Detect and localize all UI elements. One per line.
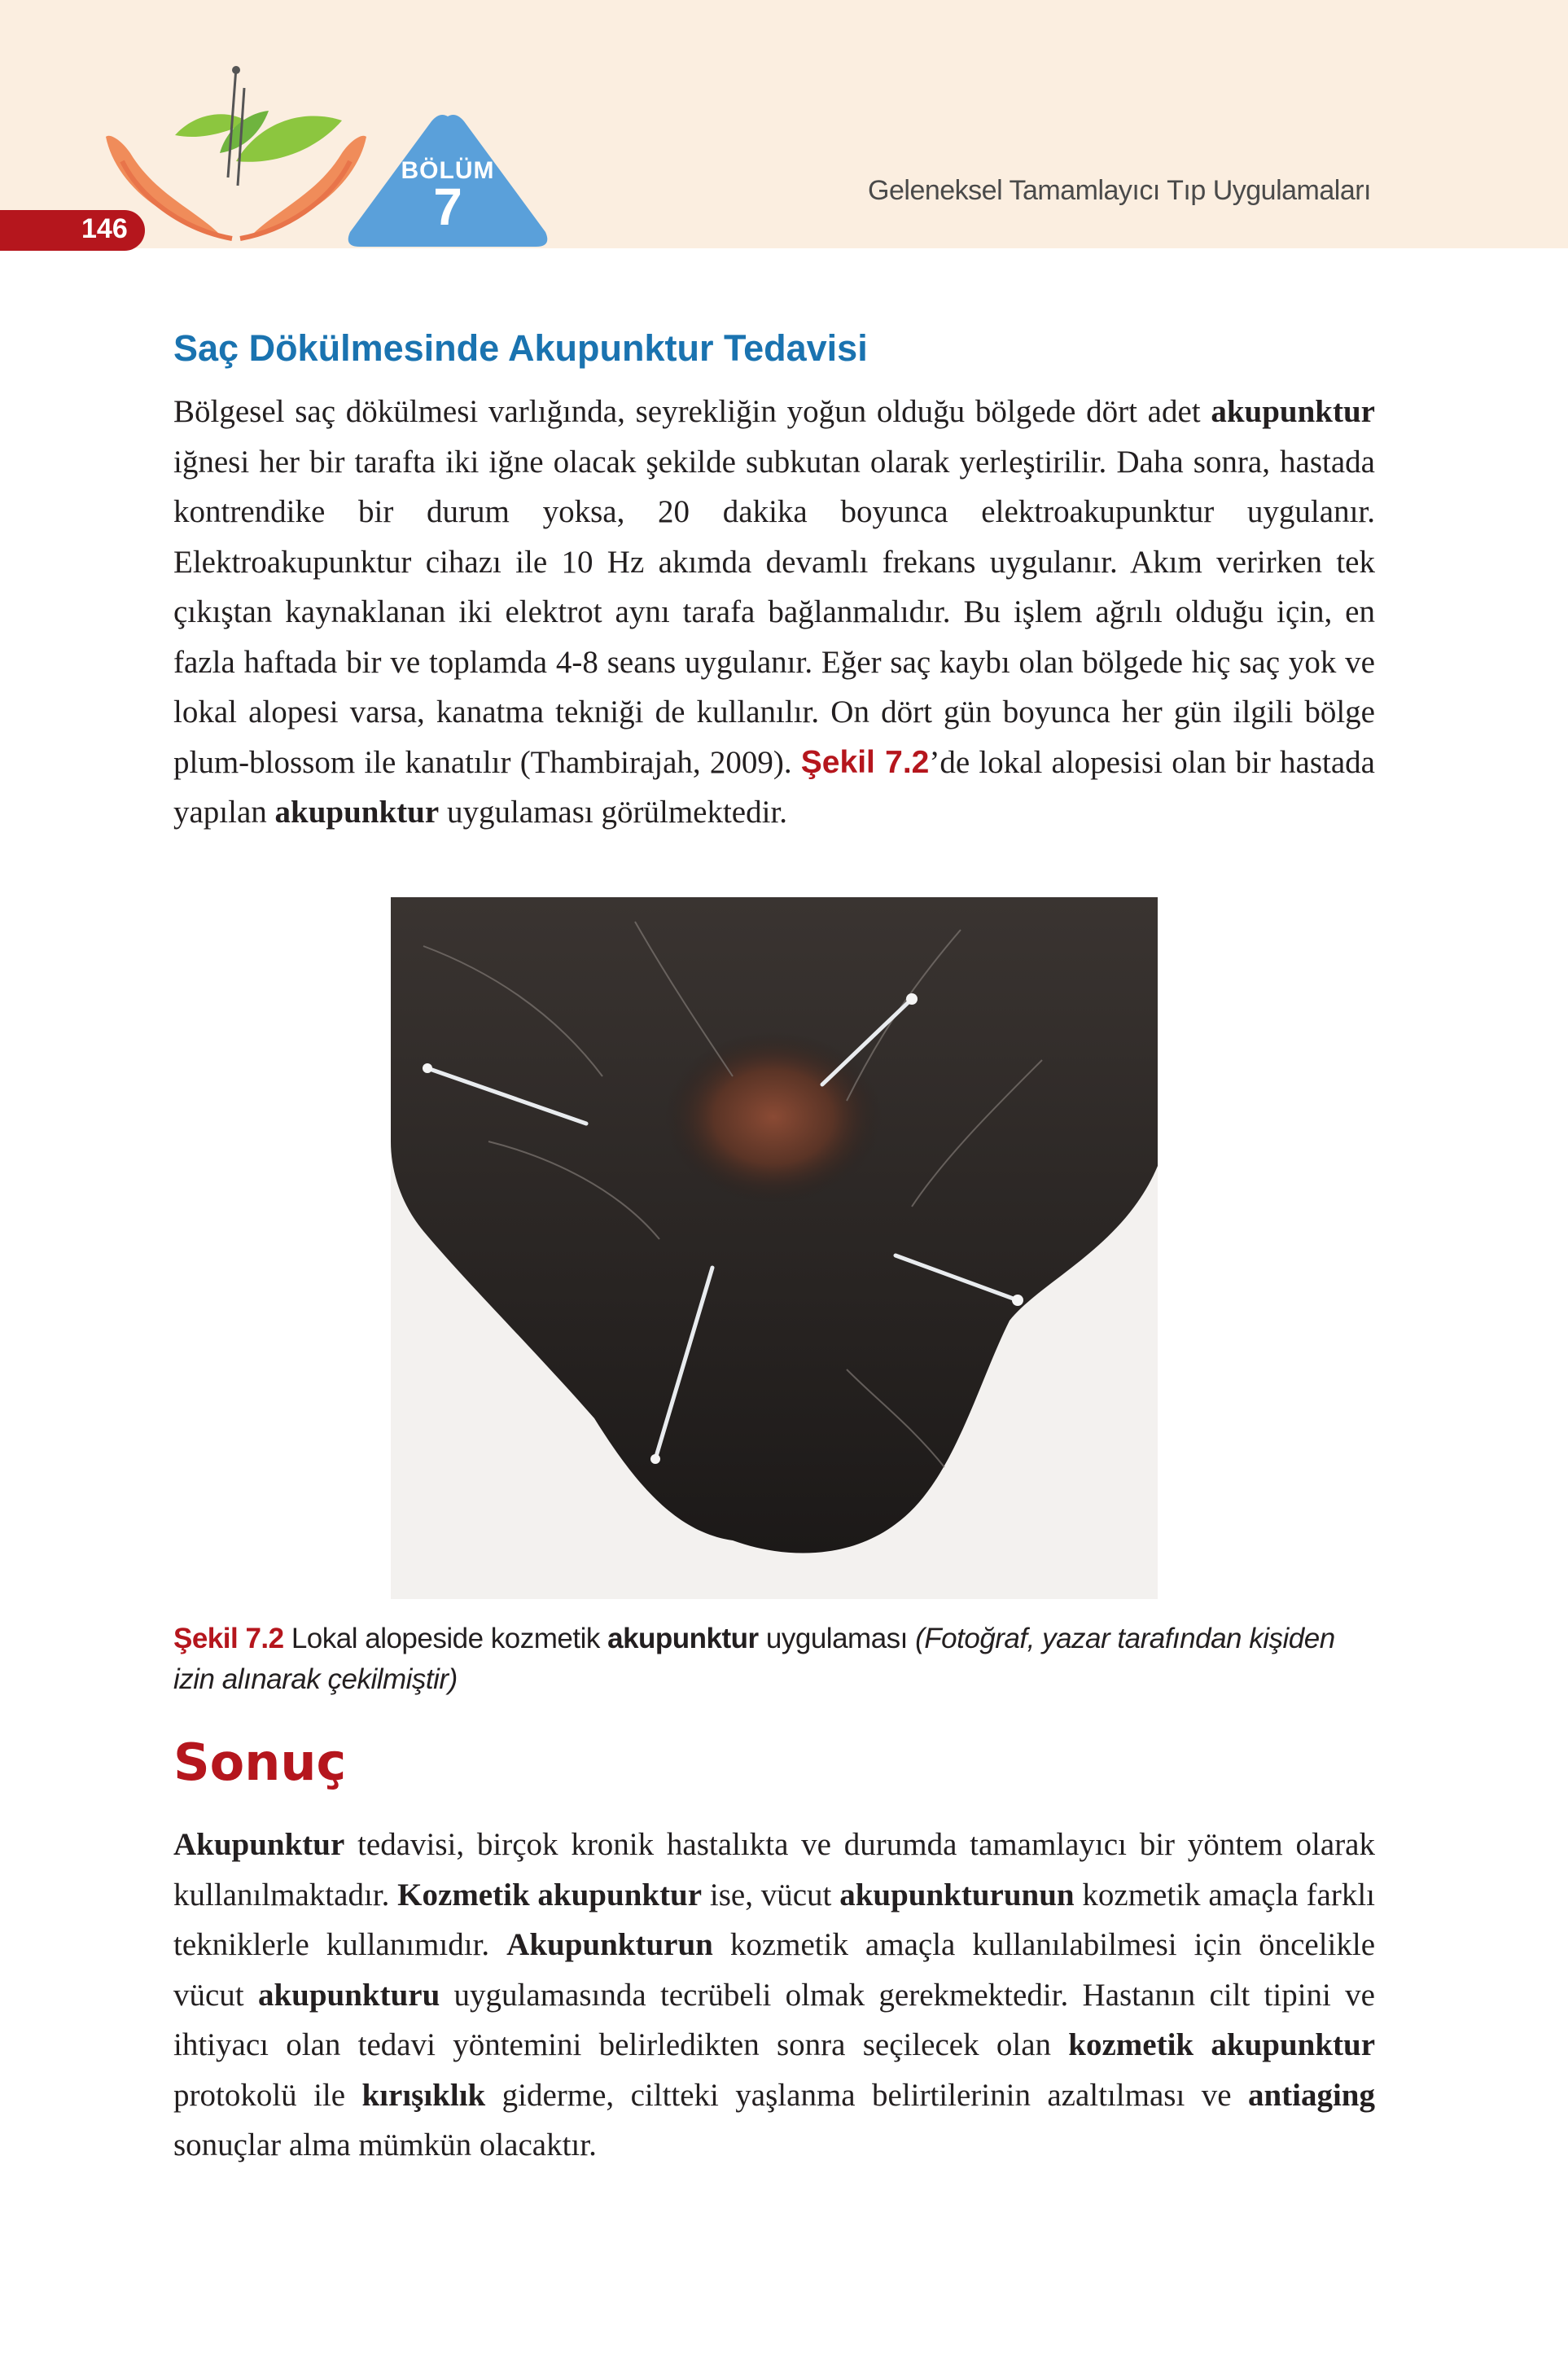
acupuncture-photo (391, 897, 1158, 1599)
caption-text: Lokal alopeside kozmetik (283, 1623, 608, 1654)
running-title: Geleneksel Tamamlayıcı Tıp Uygulamaları (868, 175, 1371, 206)
body-paragraph (173, 387, 1375, 838)
body-paragraph (173, 1820, 1375, 2171)
chapter-label: BÖLÜM (401, 157, 495, 184)
bold-term: Akupunktur (173, 1827, 345, 1862)
text-run: ’de lokal alopesisi olan bir hastada yapılan (173, 744, 1375, 830)
figure-reference[interactable]: Şekil 7.2 (800, 744, 930, 780)
chapter-number: 7 (433, 177, 462, 236)
bold-term: Kozmetik akupunktur (397, 1877, 703, 1913)
bold-term: antiaging (1247, 2077, 1375, 2113)
bold-term: Akupunkturun (506, 1927, 713, 1962)
page-number: 146 (81, 213, 128, 244)
bold-term: kozmetik akupunktur (1068, 2027, 1375, 2062)
text-run: kozmetik amaçla farklı tekniklerle kullanımıdır. (173, 1877, 1375, 1962)
page-number-tab (0, 210, 145, 251)
bold-term: akupunktur (1211, 394, 1375, 429)
text-run: protokolü ile (173, 2077, 362, 2113)
text-run: tedavisi, birçok kronik hastalıkta ve durumda tamamlayıcı bir yöntem olarak kullanılmaktadır. (173, 1827, 1375, 1913)
caption-label: Şekil 7.2 (173, 1623, 284, 1654)
figure-caption (173, 1619, 1375, 1700)
caption-text: uygulaması (758, 1623, 916, 1654)
bold-term: akupunktur (274, 795, 440, 830)
bold-term: akupunkturunun (839, 1877, 1075, 1913)
caption-credit: (Fotoğraf, yazar tarafından kişiden izin alınarak çekilmiştir) (173, 1623, 1335, 1695)
section-heading: Saç Dökülmesinde Akupunktur Tedavisi (173, 327, 868, 369)
text-run: uygulamasında tecrübeli olmak gerekmektedir. Hastanın cilt tipini ve ihtiyacı olan tedavi yöntemini belirledikten sonra seçilecek olan (173, 1977, 1375, 2062)
bold-term: kırışıklık (361, 2077, 486, 2113)
text-run: Bölgesel saç dökülmesi varlığında, seyrekliğin yoğun olduğu bölgede dört adet (173, 394, 1211, 429)
bold-term: akupunkturu (257, 1977, 440, 2013)
caption-bold-term: akupunktur (607, 1623, 759, 1654)
text-run: kozmetik amaçla kullanılabilmesi için öncelikle vücut (173, 1927, 1376, 2013)
text-run: giderme, ciltteki yaşlanma belirtilerinin azaltılması ve (485, 2077, 1248, 2113)
text-run: iğnesi her bir tarafta iki iğne olacak şekilde subkutan olarak yerleştirilir. Daha sonra, hastada kontrendike bir durum yoksa, 20 dakika boyunca elektroakupunktur uygulanır. Elektroakupunktur cihazı ile 10 Hz akımda devamlı frekans uygulanır. Akım verirken tek çıkıştan kaynaklanan iki elektrot aynı tarafa bağlanmalıdır. Bu işlem ağrılı olduğu için, en fazla haftada bir ve toplamda 4-8 seans uygulanır. Eğer saç kaybı olan bölgede hiç saç yok ve lokal alopesi varsa, kanatma tekniği de kullanılır. On dört gün boyunca her gün ilgili bölge plum-blossom ile kanatılır (Thambirajah, 2009). (173, 444, 1375, 780)
conclusion-heading: Sonuç (173, 1733, 347, 1792)
text-run: ise, vücut (702, 1877, 840, 1913)
text-run: sonuçlar alma mümkün olacaktır. (173, 2127, 597, 2162)
text-run: uygulaması görülmektedir. (439, 795, 788, 830)
